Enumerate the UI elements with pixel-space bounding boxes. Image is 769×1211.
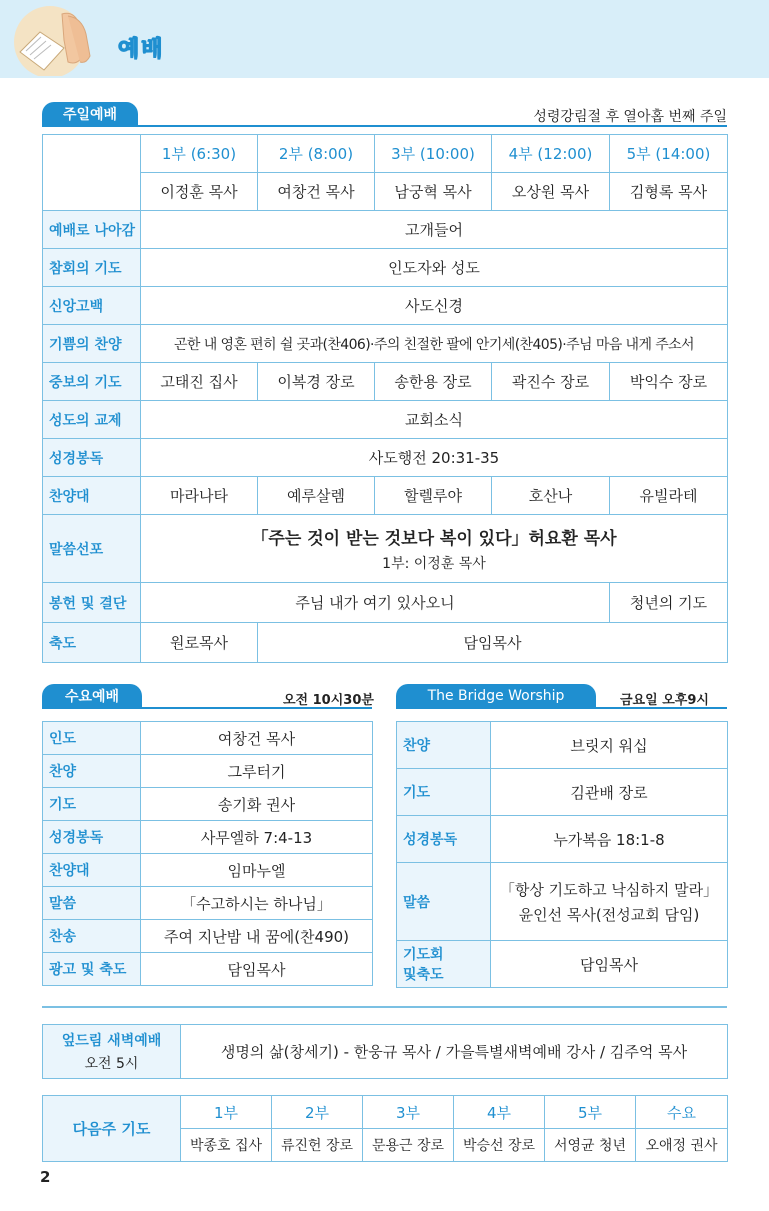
dawn-label: 엎드림 새벽예배 xyxy=(61,1033,162,1049)
row-value: 담임목사 xyxy=(491,941,728,988)
sunday-table xyxy=(42,134,728,663)
creed-value: 사도신경 xyxy=(141,287,728,325)
offering-value: 주님 내가 여기 있사오니 xyxy=(141,583,610,623)
repent-value: 인도자와 성도 xyxy=(141,249,728,287)
nextweek-header: 1부 xyxy=(181,1096,272,1129)
row-label: 인도 xyxy=(43,722,141,755)
row-value: 브릿지 워십 xyxy=(491,722,728,769)
row-label: 기도 xyxy=(43,788,141,821)
row-label: 중보의 기도 xyxy=(43,363,141,401)
approach-value: 고개들어 xyxy=(141,211,728,249)
page-header xyxy=(0,0,769,78)
row-label: 찬송 xyxy=(43,920,141,953)
row-label: 광고 및 축도 xyxy=(43,953,141,986)
row-value: 그루터기 xyxy=(141,755,373,788)
intercession-name: 박익수 장로 xyxy=(610,363,728,401)
row-label: 신앙고백 xyxy=(43,287,141,325)
sermon-preacher: 윤인선 목사(전성교회 담임) xyxy=(518,905,700,924)
service-time: 2부 (8:00) xyxy=(258,135,375,173)
row-value: 여창건 목사 xyxy=(141,722,373,755)
nextweek-name: 서영균 청년 xyxy=(545,1129,636,1162)
row-value: 사무엘하 7:4-13 xyxy=(141,821,373,854)
dawn-value: 생명의 삶(창세기) - 한웅규 목사 / 가을특별새벽예배 강사 / 김주억 목사 xyxy=(181,1025,728,1079)
bridge-table xyxy=(396,721,728,988)
fellowship-value: 교회소식 xyxy=(141,401,728,439)
row-label xyxy=(397,941,491,988)
page-number: 2 xyxy=(40,1168,51,1186)
service-time: 4부 (12:00) xyxy=(492,135,610,173)
service-pastor: 남궁혁 목사 xyxy=(375,173,492,211)
service-pastor: 여창건 목사 xyxy=(258,173,375,211)
benediction-value2: 담임목사 xyxy=(258,623,728,663)
sermon-title: 「주는 것이 받는 것보다 복이 있다」허요환 목사 xyxy=(251,529,617,549)
row-value: 「수고하시는 하나님」 xyxy=(141,887,373,920)
nextweek-header: 4부 xyxy=(454,1096,545,1129)
row-value: 김관배 장로 xyxy=(491,769,728,816)
service-pastor: 이정훈 목사 xyxy=(141,173,258,211)
nextweek-table xyxy=(42,1095,728,1162)
dawn-table xyxy=(42,1024,728,1079)
service-pastor: 김형록 목사 xyxy=(610,173,728,211)
sermon-cell xyxy=(141,515,728,583)
nextweek-name: 문용근 장로 xyxy=(363,1129,454,1162)
service-pastor: 오상원 목사 xyxy=(492,173,610,211)
nextweek-header: 3부 xyxy=(363,1096,454,1129)
row-label: 봉헌 및 결단 xyxy=(43,583,141,623)
row-label-line1: 기도회 xyxy=(403,947,444,963)
wednesday-tab: 수요예배 xyxy=(42,684,142,708)
nextweek-name: 오애정 권사 xyxy=(636,1129,728,1162)
sunday-subtitle: 성령강림절 후 열아홉 번째 주일 xyxy=(533,109,727,125)
row-label: 성경봉독 xyxy=(397,816,491,863)
sermon-cell xyxy=(491,863,728,941)
row-label: 성도의 교제 xyxy=(43,401,141,439)
sunday-tab: 주일예배 xyxy=(42,102,138,126)
praying-hands-bible-icon xyxy=(6,4,102,76)
row-value: 누가복음 18:1-8 xyxy=(491,816,728,863)
nextweek-name: 류진헌 장로 xyxy=(272,1129,363,1162)
scripture-value: 사도행전 20:31-35 xyxy=(141,439,728,477)
choir-name: 할렐루야 xyxy=(375,477,492,515)
row-label: 찬양대 xyxy=(43,477,141,515)
nextweek-header: 5부 xyxy=(545,1096,636,1129)
intercession-name: 곽진수 장로 xyxy=(492,363,610,401)
row-label: 축도 xyxy=(43,623,141,663)
nextweek-header: 2부 xyxy=(272,1096,363,1129)
section-divider xyxy=(42,1006,727,1008)
choir-name: 마라나타 xyxy=(141,477,258,515)
row-label: 참회의 기도 xyxy=(43,249,141,287)
blank-cell xyxy=(43,135,141,211)
bridge-time: 금요일 오후9시 xyxy=(620,693,709,708)
row-label: 찬양대 xyxy=(43,854,141,887)
row-label-line2: 및축도 xyxy=(403,967,444,983)
row-label: 예배로 나아감 xyxy=(43,211,141,249)
wednesday-time: 오전 10시30분 xyxy=(283,693,374,708)
service-time: 5부 (14:00) xyxy=(610,135,728,173)
row-label: 성경봉독 xyxy=(43,821,141,854)
row-value: 임마누엘 xyxy=(141,854,373,887)
row-value: 담임목사 xyxy=(141,953,373,986)
sermon-note: 1부: 이정훈 목사 xyxy=(382,556,486,572)
nextweek-label: 다음주 기도 xyxy=(43,1096,181,1162)
intercession-name: 고태진 집사 xyxy=(141,363,258,401)
row-label: 기쁨의 찬양 xyxy=(43,325,141,363)
row-value: 주여 지난밤 내 꿈에(찬490) xyxy=(141,920,373,953)
intercession-name: 이복경 장로 xyxy=(258,363,375,401)
nextweek-header: 수요 xyxy=(636,1096,728,1129)
row-label: 말씀 xyxy=(43,887,141,920)
row-label: 기도 xyxy=(397,769,491,816)
choir-name: 호산나 xyxy=(492,477,610,515)
dawn-time: 오전 5시 xyxy=(84,1056,139,1072)
choir-name: 예루살렘 xyxy=(258,477,375,515)
row-label: 성경봉독 xyxy=(43,439,141,477)
hymn-value: 곤한 내 영혼 편히 쉴 곳과(찬406)·주의 친절한 팔에 안기세(찬405)·주님 마음 내게 주소서 xyxy=(141,325,728,363)
row-label: 말씀선포 xyxy=(43,515,141,583)
wednesday-table xyxy=(42,721,373,986)
benediction-value1: 원로목사 xyxy=(141,623,258,663)
service-time: 1부 (6:30) xyxy=(141,135,258,173)
service-time: 3부 (10:00) xyxy=(375,135,492,173)
row-label: 찬양 xyxy=(397,722,491,769)
bridge-tab: The Bridge Worship xyxy=(396,684,596,708)
choir-name: 유빌라테 xyxy=(610,477,728,515)
row-value: 송기화 권사 xyxy=(141,788,373,821)
intercession-name: 송한용 장로 xyxy=(375,363,492,401)
row-label: 말씀 xyxy=(397,863,491,941)
nextweek-name: 박종호 집사 xyxy=(181,1129,272,1162)
dawn-label-cell xyxy=(43,1025,181,1079)
row-label: 찬양 xyxy=(43,755,141,788)
offering-value2: 청년의 기도 xyxy=(610,583,728,623)
page-title: 예배 xyxy=(118,37,165,62)
nextweek-name: 박승선 장로 xyxy=(454,1129,545,1162)
sermon-title: 「항상 기도하고 낙심하지 말라」 xyxy=(499,880,719,899)
